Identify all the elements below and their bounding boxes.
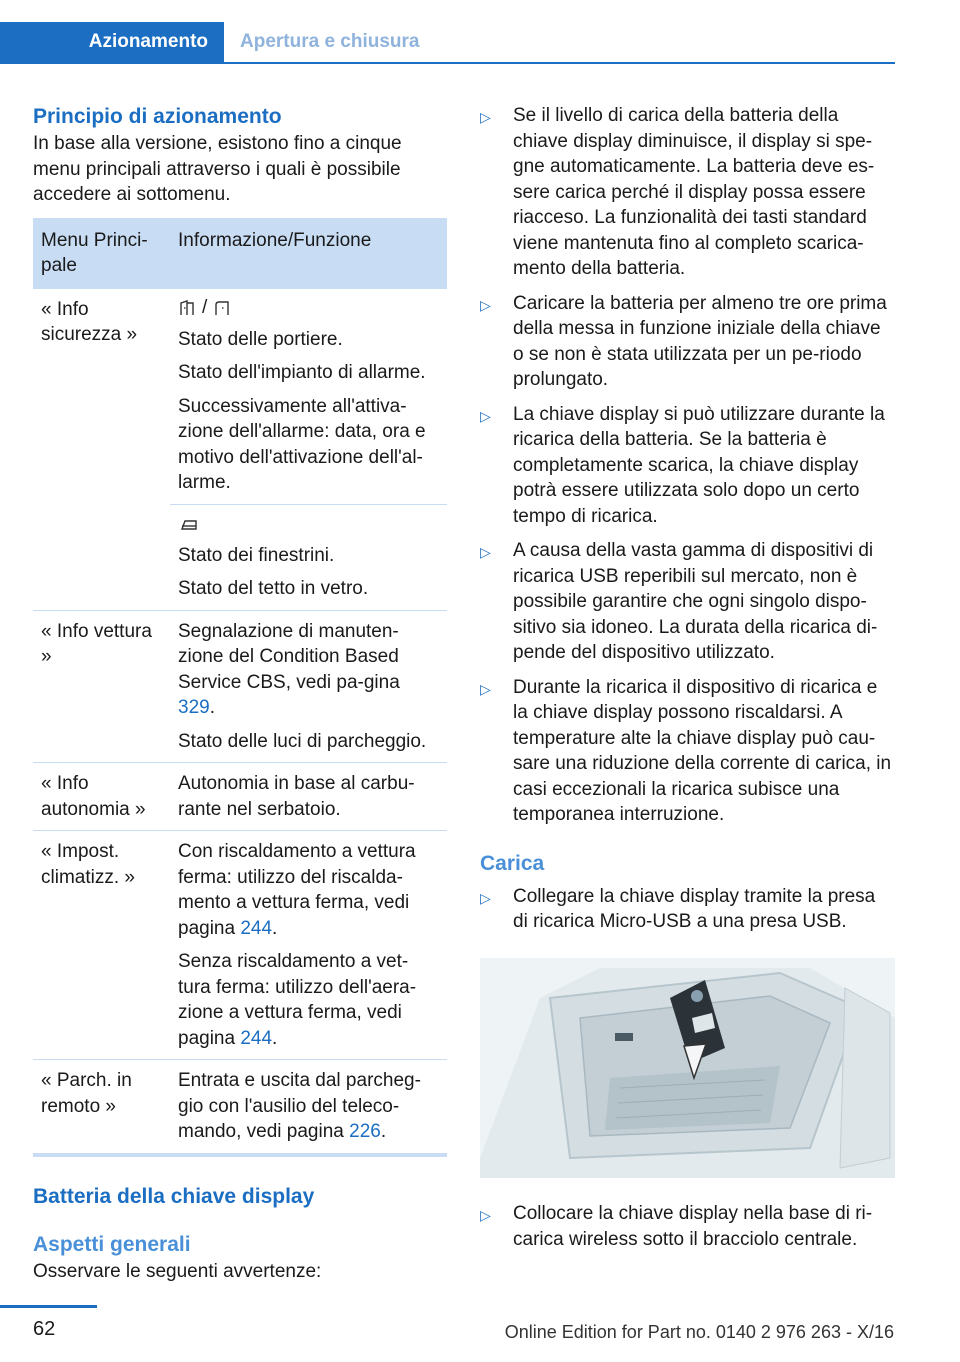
section-tab: Apertura e chiusura [240, 31, 420, 52]
info-text: Senza riscaldamento a vet-tura ferma: utilizzo dell'aera-zione a vettura ferma, vedi pagina 244. [178, 951, 417, 1049]
page-link[interactable]: 244 [240, 1027, 273, 1049]
bullet-triangle-icon: ▷ [480, 296, 491, 313]
icon-separator: / [202, 296, 208, 318]
list-item [480, 1201, 895, 1252]
left-column [33, 103, 447, 1284]
door-icons-row [178, 297, 439, 319]
table-header-row [33, 218, 447, 289]
info-text: Segnalazione di manuten-zione del Condition Based Service CBS, vedi pa-gina 329. [178, 620, 400, 718]
chapter-tab: Azionamento [0, 22, 224, 62]
list-item [480, 675, 895, 828]
intro-text: In base alla versione, esistono fino a cinque menu principali attraverso i quali è possibile accedere ai sottomenu. [33, 133, 402, 205]
info-cell [170, 1060, 447, 1155]
general-heading: Aspetti generali [33, 1232, 191, 1256]
bullet-text: Collocare la chiave display nella base di ri-carica wireless sotto il bracciolo centrale. [513, 1203, 873, 1250]
door-open-icon [178, 299, 196, 317]
bullet-triangle-icon: ▷ [480, 889, 491, 906]
list-item [480, 402, 895, 530]
info-text-span: Entrata e uscita dal parcheg-gio con l'ausilio del teleco-mando, vedi pagina [178, 1070, 421, 1142]
info-text: Stato del tetto in vetro. [178, 578, 369, 599]
info-cell [170, 610, 447, 763]
right-column [480, 103, 895, 1261]
bullet-triangle-icon: ▷ [480, 680, 491, 697]
menu-info-autonomia: « Info autonomia » [33, 763, 170, 831]
info-text: Successivamente all'attiva-zione dell'allarme: data, ora e motivo dell'attivazione dell'al-larme. [178, 395, 426, 493]
info-text: Stato dell'impianto di allarme. [178, 362, 426, 383]
footer-rule [0, 1305, 97, 1308]
page-number: 62 [33, 1318, 56, 1340]
table-row [33, 831, 447, 1060]
info-cell [170, 763, 447, 831]
table-row [33, 1060, 447, 1155]
table-row [33, 289, 447, 505]
col-header-info: Informazione/Funzione [170, 218, 447, 289]
list-item [480, 103, 895, 282]
menu-info-sicurezza: « Info sicurezza » [33, 289, 170, 611]
list-item [480, 538, 895, 666]
info-text: Stato delle portiere. [178, 328, 343, 350]
list-item [480, 884, 895, 935]
col-header-menu: Menu Princi-pale [33, 218, 170, 289]
bullet-text: Durante la ricarica il dispositivo di ricarica e la chiave display possono riscaldarsi. A temperature alte la chiave display può cau-sare una riduzione della corrente di carica, in casi eccezionali la ricarica subisce una temporanea interruzione. [513, 676, 892, 825]
info-text: Entrata e uscita dal parcheg-gio con l'ausilio del teleco-mando, vedi pagina 226. [178, 1070, 421, 1142]
charge-heading: Carica [480, 851, 545, 875]
page-link[interactable]: 244 [240, 917, 273, 939]
operation-principle-heading: Principio di azionamento [33, 105, 282, 128]
bullet-text: Collegare la chiave display tramite la presa di ricarica Micro-USB a una presa USB. [513, 885, 876, 932]
bullet-text: La chiave display si può utilizzare durante la ricarica della batteria. Se la batteria è completamente scarica, la chiave display potrà essere utilizzata solo dopo un certo tempo di ricarica. [513, 403, 885, 527]
bullet-triangle-icon: ▷ [480, 407, 491, 424]
table-row [33, 610, 447, 763]
window-icon-row [178, 513, 439, 535]
page-link[interactable]: 226 [349, 1121, 381, 1142]
edition-note: Online Edition for Part no. 0140 2 976 263 - X/16 [504, 1322, 894, 1342]
door-closed-icon [213, 299, 231, 317]
bullet-triangle-icon: ▷ [480, 109, 491, 125]
menu-impost-climatizz: « Impost. climatizz. » [33, 831, 170, 1060]
info-text-span: Con riscaldamento a vettura ferma: utilizzo del riscalda-mento a vettura ferma, vedi pagina [178, 841, 416, 939]
info-text-span: Senza riscaldamento a vet-tura ferma: utilizzo dell'aera-zione a vettura ferma, vedi pagina [178, 951, 417, 1049]
info-cell [170, 289, 447, 505]
info-cell [170, 504, 447, 610]
menu-info-vettura: « Info vettura » [33, 610, 170, 763]
table-row [33, 763, 447, 831]
page-header [0, 22, 895, 64]
bullet-triangle-icon: ▷ [480, 1207, 491, 1223]
bullet-triangle-icon: ▷ [480, 544, 491, 560]
bullet-text: Se il livello di carica della batteria della chiave display diminuisce, il display si spe-gne automaticamente. La batteria deve es-sere carica perché il display possa essere riacceso. La funzionalità dei tasti standard viene mantenuta fino al completo scarica-mento della batteria. [513, 105, 875, 279]
page-link[interactable]: 329 [178, 697, 210, 718]
info-cell [170, 831, 447, 1060]
battery-heading: Batteria della chiave display [33, 1184, 315, 1208]
info-text: Con riscaldamento a vettura ferma: utilizzo del riscalda-mento a vettura ferma, vedi pagina 244. [178, 841, 416, 939]
bullet-text: A causa della vasta gamma di dispositivi di ricarica USB reperibili sul mercato, non è possibile garantire che ogni singolo dispo-sitivo sia idoneo. La durata della ricarica di-pende del dispositivo utilizzato. [513, 540, 878, 663]
bullet-text: Caricare la batteria per almeno tre ore prima della messa in funzione iniziale della chiave o se non è stata utilizzata per un pe-riodo prolungato. [513, 292, 887, 390]
info-text: Stato dei finestrini. [178, 544, 335, 566]
main-menu-table [33, 218, 447, 1157]
info-text-span: Segnalazione di manuten-zione del Condition Based Service CBS, vedi pa-gina [178, 620, 400, 693]
info-text: Autonomia in base al carbu-rante nel serbatoio. [178, 773, 415, 820]
info-text: Stato delle luci di parcheggio. [178, 730, 427, 752]
armrest-charging-illustration [480, 958, 895, 1178]
window-icon [178, 515, 200, 533]
general-text: Osservare le seguenti avvertenze: [33, 1260, 322, 1282]
list-item [480, 291, 895, 393]
menu-parch-remoto: « Parch. in remoto » [33, 1060, 170, 1155]
